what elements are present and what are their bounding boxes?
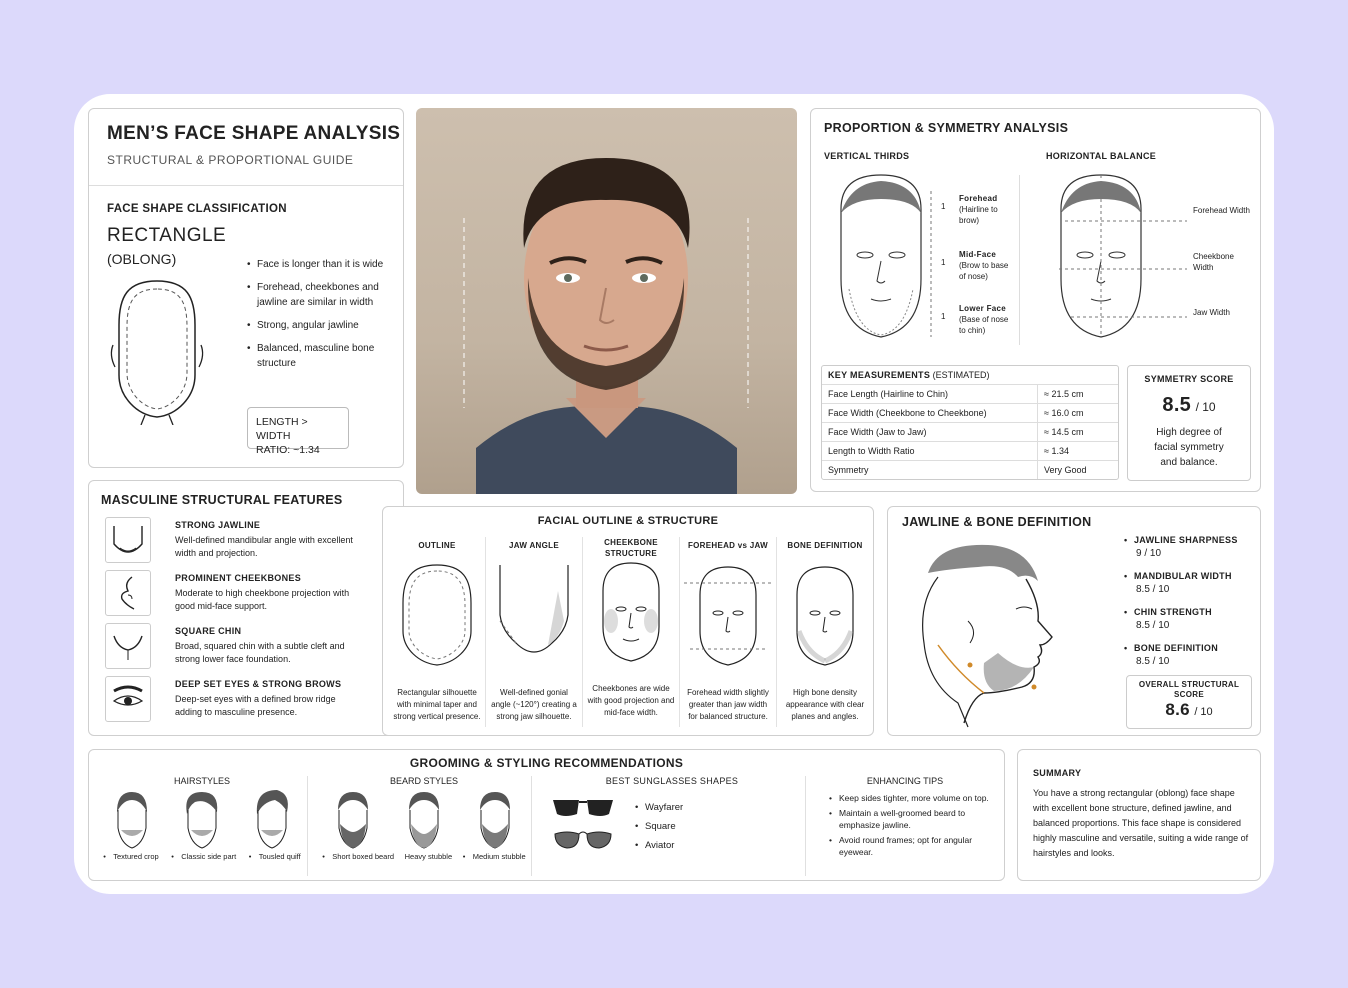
third-desc: (Hairline to brow) — [959, 205, 998, 225]
bullet-item: • Balanced, masculine bone structure — [247, 341, 397, 371]
metric-item — [1124, 533, 1254, 569]
column-desc: Cheekbones are wide with good projection and mid-face width. — [587, 684, 675, 717]
facial-outline-panel — [382, 506, 874, 736]
outline-column — [389, 537, 486, 727]
metric-value: 8.5 / 10 — [1136, 656, 1170, 667]
feature-list — [105, 517, 395, 729]
vertical-thirds-heading: VERTICAL THIRDS — [824, 151, 910, 161]
tip-item: • Keep sides tighter, more volume on top. — [829, 792, 995, 805]
metric-value: 9 / 10 — [1136, 548, 1162, 559]
bullet-item: • Forehead, cheekbones and jawline are similar in width — [247, 280, 397, 310]
column-title: BONE DEFINITION — [787, 541, 863, 550]
classification-heading: FACE SHAPE CLASSIFICATION — [107, 203, 287, 215]
sunglasses-icons — [551, 794, 615, 854]
symmetry-score-box — [1127, 365, 1251, 481]
summary-text: You have a strong rectangular (oblong) face shape with excellent bone structure, defined jawline, and balanced proportions. This face shape is considered highly masculine and versatile, suiting a wide range of hairstyles and looks. — [1033, 788, 1249, 858]
beard-label: • Short boxed beard — [322, 852, 394, 861]
symmetry-heading: SYMMETRY SCORE — [1144, 374, 1234, 384]
measurements-note: (ESTIMATED) — [932, 370, 990, 380]
measure-value: ≈ 14.5 cm — [1038, 423, 1119, 442]
section-divider — [1019, 175, 1020, 345]
analysis-sheet — [74, 94, 1274, 894]
measure-value: ≈ 1.34 — [1038, 442, 1119, 461]
tip-item: • Maintain a well-groomed beard to emphasize jawline. — [829, 807, 995, 832]
ratio-box — [247, 407, 349, 456]
beard-heading: BEARD STYLES — [389, 776, 459, 786]
column-title: JAW ANGLE — [509, 541, 559, 550]
width-item: Cheekbone Width — [1193, 252, 1234, 272]
table-row — [822, 461, 1118, 480]
metric-item — [1124, 605, 1254, 641]
face-outline-illustration — [107, 275, 207, 425]
thirds-labels — [941, 193, 1031, 353]
third-item — [941, 303, 1031, 353]
beard-section — [317, 776, 532, 876]
outline-heading: FACIAL OUTLINE & STRUCTURE — [537, 515, 719, 527]
metric-label: • JAWLINE SHARPNESS — [1124, 533, 1254, 547]
column-title: CHEEKBONE STRUCTURE — [604, 538, 658, 558]
measure-label: Face Width (Jaw to Jaw) — [822, 423, 1038, 442]
bullet-item: • Face is longer than it is wide — [247, 257, 397, 272]
list-item — [105, 623, 395, 676]
outline-column — [486, 537, 583, 727]
third-number: 1 — [941, 258, 946, 267]
jawline-metrics — [1124, 533, 1254, 677]
width-item: Forehead Width — [1193, 206, 1250, 215]
portrait-photo — [416, 108, 797, 494]
sunglasses-section — [539, 776, 806, 876]
proportion-panel — [810, 108, 1261, 492]
column-desc: Rectangular silhouette with minimal taper and strong vertical presence. — [393, 688, 481, 721]
sunglasses-item: • Aviator — [635, 836, 683, 855]
outline-columns — [389, 537, 869, 727]
grooming-heading: GROOMING & STYLING RECOMMENDATIONS — [409, 756, 684, 770]
beard-labels — [317, 852, 531, 861]
metric-label: • BONE DEFINITION — [1124, 641, 1254, 655]
tips-heading: ENHANCING TIPS — [866, 776, 944, 786]
measure-value: Very Good — [1038, 461, 1119, 480]
third-name: Lower Face — [959, 304, 1007, 313]
metric-item — [1124, 569, 1254, 605]
overall-label: OVERALL STRUCTURAL SCORE — [1138, 680, 1240, 699]
cheekbone-icon — [105, 570, 151, 616]
width-labels — [1193, 205, 1253, 318]
beard-faces — [317, 790, 531, 850]
third-desc: (Base of nose to chin) — [959, 315, 1009, 335]
third-item — [941, 193, 1031, 249]
metric-value: 8.5 / 10 — [1136, 620, 1170, 631]
feature-desc: Broad, squared chin with a subtle cleft and strong lower face foundation. — [175, 641, 345, 664]
table-row — [822, 385, 1118, 404]
grooming-panel — [88, 749, 1005, 881]
list-item — [105, 517, 395, 570]
overall-score-out-of: / 10 — [1194, 706, 1213, 718]
measurements-heading: KEY MEASUREMENTS — [828, 370, 931, 380]
classification-panel — [88, 108, 404, 468]
eye-icon — [105, 676, 151, 722]
overall-score-value: 8.6 — [1165, 700, 1190, 719]
metric-value: 8.5 / 10 — [1136, 584, 1170, 595]
measure-label: Face Width (Cheekbone to Cheekbone) — [822, 404, 1038, 423]
third-number: 1 — [941, 312, 946, 321]
third-name: Forehead — [959, 194, 998, 203]
sunglasses-item: • Square — [635, 817, 683, 836]
divider — [89, 185, 403, 186]
sunglasses-item: • Wayfarer — [635, 798, 683, 817]
sunglasses-heading: BEST SUNGLASSES SHAPES — [605, 776, 739, 786]
tips-list — [815, 792, 995, 859]
jaw-icon — [105, 517, 151, 563]
table-row — [822, 404, 1118, 423]
jawline-heading: JAWLINE & BONE DEFINITION — [902, 515, 1092, 529]
page-title: MEN’S FACE SHAPE ANALYSIS — [107, 123, 401, 144]
symmetry-score-out-of: / 10 — [1195, 400, 1216, 414]
horizontal-balance-illustration — [1041, 169, 1191, 345]
feature-desc: Deep-set eyes with a defined brow ridge adding to masculine presence. — [175, 694, 336, 717]
table-row — [822, 423, 1118, 442]
measurements-header — [822, 366, 1118, 384]
ratio-line1: LENGTH > WIDTH — [256, 416, 308, 442]
symmetry-score — [1128, 394, 1250, 417]
face-shape-alt: (OBLONG) — [107, 251, 177, 267]
chin-icon — [105, 623, 151, 669]
symmetry-desc: High degree of facial symmetry and balance. — [1154, 427, 1224, 468]
measure-value: ≈ 16.0 cm — [1038, 404, 1119, 423]
feature-desc: Moderate to high cheekbone projection with good mid-face support. — [175, 588, 350, 611]
vertical-thirds-illustration — [821, 169, 951, 345]
hairstyle-faces — [97, 790, 307, 850]
hairstyle-labels — [97, 852, 307, 861]
masculine-heading: MASCULINE STRUCTURAL FEATURES — [101, 493, 343, 507]
outline-column — [680, 537, 777, 727]
masculine-features-panel — [88, 480, 404, 736]
summary-panel — [1017, 749, 1261, 881]
feature-title: SQUARE CHIN — [175, 626, 242, 636]
hairstyle-label: • Classic side part — [171, 852, 236, 861]
third-name: Mid-Face — [959, 250, 997, 259]
column-desc: Well-defined gonial angle (~120°) creating a strong jaw silhouette. — [491, 688, 577, 721]
width-item: Jaw Width — [1193, 308, 1230, 317]
measurements-rows — [822, 384, 1118, 479]
overall-score — [1127, 700, 1251, 720]
third-number: 1 — [941, 202, 946, 211]
column-desc: Forehead width slightly greater than jaw width for balanced structure. — [687, 688, 769, 721]
measure-label: Face Length (Hairline to Chin) — [822, 385, 1038, 404]
outline-column — [583, 537, 680, 727]
measurements-table — [821, 365, 1119, 480]
feature-desc: Well-defined mandibular angle with excellent width and projection. — [175, 535, 353, 558]
column-title: OUTLINE — [418, 541, 456, 550]
beard-label: • Medium stubble — [463, 852, 526, 861]
column-title: FOREHEAD vs JAW — [687, 541, 769, 550]
column-desc: High bone density appearance with clear planes and angles. — [785, 688, 865, 721]
metric-item — [1124, 641, 1254, 677]
outline-column — [777, 537, 873, 727]
ratio-line2: RATIO: ~1.34 — [256, 444, 320, 456]
list-item — [105, 676, 395, 729]
tips-section — [815, 776, 995, 876]
measure-value: ≈ 21.5 cm — [1038, 385, 1119, 404]
classification-bullets — [247, 257, 397, 371]
tip-item: • Avoid round frames; opt for angular eyewear. — [829, 834, 995, 859]
jawline-panel — [887, 506, 1261, 736]
symmetry-score-value: 8.5 — [1162, 394, 1192, 416]
hairstyles-heading: HAIRSTYLES — [173, 776, 231, 786]
list-item — [105, 570, 395, 623]
feature-title: STRONG JAWLINE — [175, 520, 261, 530]
third-item — [941, 249, 1031, 303]
summary-heading: SUMMARY — [1033, 768, 1082, 778]
beard-label: Heavy stubble — [404, 852, 453, 861]
hairstyle-label: • Textured crop — [103, 852, 158, 861]
feature-title: PROMINENT CHEEKBONES — [175, 573, 302, 583]
measure-label: Symmetry — [822, 461, 1038, 480]
proportion-heading: PROPORTION & SYMMETRY ANALYSIS — [824, 121, 1069, 135]
third-desc: (Brow to base of nose) — [959, 261, 1009, 281]
hairstyles-section — [97, 776, 308, 876]
profile-illustration — [898, 533, 1068, 729]
bullet-item: • Strong, angular jawline — [247, 318, 397, 333]
hairstyle-label: • Tousled quiff — [249, 852, 301, 861]
horizontal-balance-heading: HORIZONTAL BALANCE — [1046, 151, 1157, 161]
sunglasses-list — [635, 798, 683, 855]
table-row — [822, 442, 1118, 461]
overall-score-box — [1126, 675, 1252, 729]
face-shape-name: RECTANGLE — [107, 225, 227, 246]
feature-title: DEEP SET EYES & STRONG BROWS — [175, 679, 342, 689]
metric-label: • CHIN STRENGTH — [1124, 605, 1254, 619]
measure-label: Length to Width Ratio — [822, 442, 1038, 461]
page-subtitle: STRUCTURAL & PROPORTIONAL GUIDE — [107, 153, 354, 167]
metric-label: • MANDIBULAR WIDTH — [1124, 569, 1254, 583]
